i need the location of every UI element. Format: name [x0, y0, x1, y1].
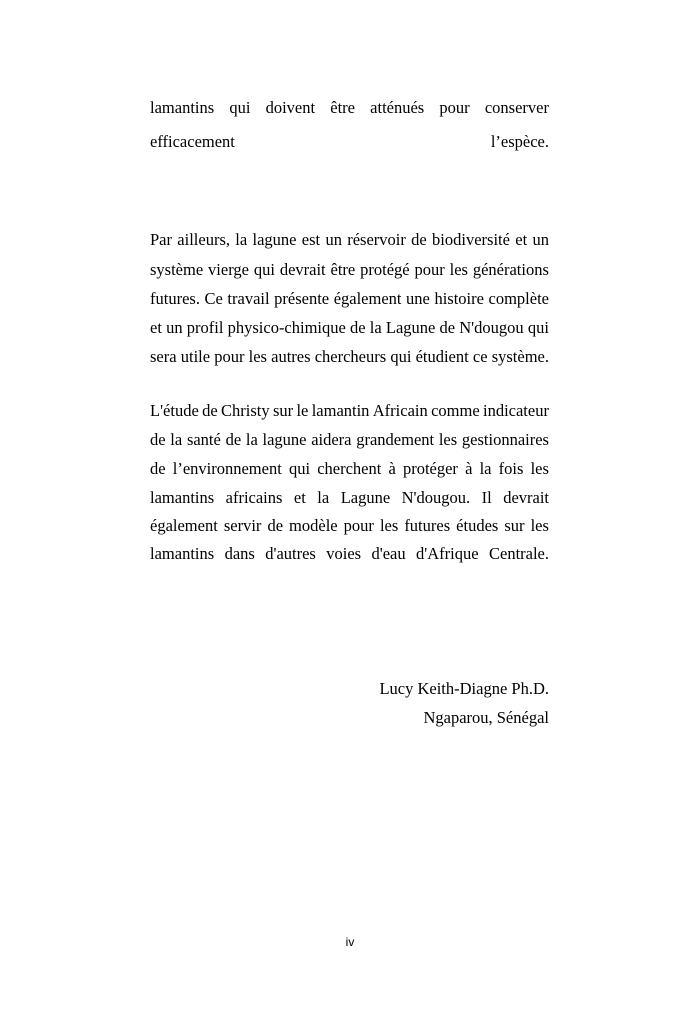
word: efficacement [150, 132, 235, 151]
word: Lagune [340, 488, 391, 507]
paragraph-line [150, 429, 549, 451]
word: N'dougou [459, 318, 524, 337]
word: de [225, 430, 242, 449]
paragraph-line [150, 259, 549, 281]
word: de [150, 459, 166, 478]
word: système. [491, 347, 549, 366]
word: l’environnement [172, 459, 282, 478]
word: générations [472, 260, 549, 279]
word: modèle [289, 516, 338, 535]
word: devrait [279, 260, 326, 279]
word: l’espèce. [490, 132, 549, 151]
word: atténués [370, 98, 425, 117]
word: également [333, 289, 402, 308]
word: de [439, 318, 456, 337]
paragraph-line [150, 487, 549, 509]
paragraph-line [150, 317, 549, 339]
paragraph-line [150, 288, 549, 310]
word: Ce [204, 289, 223, 308]
word: de [150, 430, 166, 449]
paragraph-line [150, 229, 549, 251]
word: de [411, 230, 427, 249]
word: autres [271, 347, 311, 366]
word: physico-chimique [227, 318, 346, 337]
word: étudient [415, 347, 469, 366]
word: protégé [360, 260, 410, 279]
word: à [465, 459, 473, 478]
word: d'eau [371, 544, 406, 563]
word: la [369, 318, 382, 337]
word: système [150, 260, 204, 279]
word: la [235, 230, 248, 249]
word: les [530, 516, 549, 535]
word: être [330, 98, 355, 117]
word: servir [223, 516, 262, 535]
word: qui [229, 98, 251, 117]
word: dans [224, 544, 255, 563]
word: la [245, 430, 258, 449]
word: lagune [252, 230, 297, 249]
word: une [406, 289, 430, 308]
paragraph-line [150, 543, 549, 565]
word: vierge [208, 260, 249, 279]
word: aidera [311, 430, 352, 449]
word: réservoir [347, 230, 406, 249]
word: qui [527, 318, 549, 337]
word: les [530, 459, 549, 478]
paragraph-line [150, 458, 549, 480]
word: études [456, 516, 499, 535]
word: et [150, 318, 162, 337]
word: qui [288, 459, 311, 478]
word: Par [150, 230, 172, 249]
word: histoire [434, 289, 484, 308]
paragraph-line [150, 400, 549, 422]
word: à [388, 459, 396, 478]
word: travail [227, 289, 270, 308]
word: sera [150, 347, 177, 366]
word: la [479, 459, 492, 478]
word: cherchent [317, 459, 382, 478]
word: L'étude [150, 401, 199, 420]
word: être [330, 260, 356, 279]
word: les [379, 516, 399, 535]
word: ailleurs, [177, 230, 230, 249]
word: devrait [503, 488, 549, 507]
word: sur [272, 401, 294, 420]
word: les [438, 430, 458, 449]
word: les [248, 347, 267, 366]
word: et [293, 488, 306, 507]
word: lamantins [150, 544, 215, 563]
word: est [301, 230, 321, 249]
word: la [317, 488, 330, 507]
paragraph-line [150, 346, 549, 368]
word: Africain [372, 401, 428, 420]
word: d'Afrique [416, 544, 479, 563]
word: pour [214, 347, 245, 366]
paragraph-line [150, 97, 549, 119]
word: santé [186, 430, 221, 449]
paragraph-line [150, 131, 549, 153]
word: grandement [356, 430, 435, 449]
page-number: iv [345, 935, 355, 949]
word: sur [504, 516, 525, 535]
word: conserver [484, 98, 549, 117]
word: un [325, 230, 342, 249]
word: de [202, 401, 218, 420]
word: indicateur [482, 401, 549, 420]
word: lamantins [150, 488, 215, 507]
word: protéger [402, 459, 458, 478]
word: lamantin [311, 401, 370, 420]
paragraph-line [150, 515, 549, 537]
word: futures. [150, 289, 200, 308]
word: gestionnaires [461, 430, 549, 449]
word: les [449, 260, 468, 279]
word: comme [431, 401, 480, 420]
word: N'dougou. [401, 488, 471, 507]
word: et [515, 230, 528, 249]
word: futures [404, 516, 451, 535]
word: doivent [265, 98, 316, 117]
word: lamantins [150, 98, 215, 117]
word: complète [488, 289, 549, 308]
word: qui [390, 347, 412, 366]
word: voies [326, 544, 362, 563]
word: Lagune [385, 318, 436, 337]
word: présente [274, 289, 330, 308]
word: la [170, 430, 183, 449]
word: Centrale. [488, 544, 549, 563]
word: fois [498, 459, 524, 478]
word: d'autres [265, 544, 316, 563]
word: le [296, 401, 309, 420]
word: Il [481, 488, 492, 507]
word: pour [343, 516, 374, 535]
signature-location: Ngaparou, Sénégal [423, 708, 549, 727]
signature-name: Lucy Keith-Diagne Ph.D. [379, 679, 549, 698]
word: de [267, 516, 284, 535]
word: lagune [262, 430, 307, 449]
word: pour [439, 98, 470, 117]
word: également [150, 516, 218, 535]
word: chercheurs [314, 347, 387, 366]
word: pour [414, 260, 445, 279]
word: biodiversité [432, 230, 510, 249]
word: profil [186, 318, 224, 337]
word: un [532, 230, 549, 249]
word: qui [253, 260, 275, 279]
word: de [350, 318, 366, 337]
word: ce [472, 347, 488, 366]
word: un [166, 318, 183, 337]
word: utile [180, 347, 211, 366]
word: Christy [221, 401, 270, 420]
word: africains [225, 488, 283, 507]
